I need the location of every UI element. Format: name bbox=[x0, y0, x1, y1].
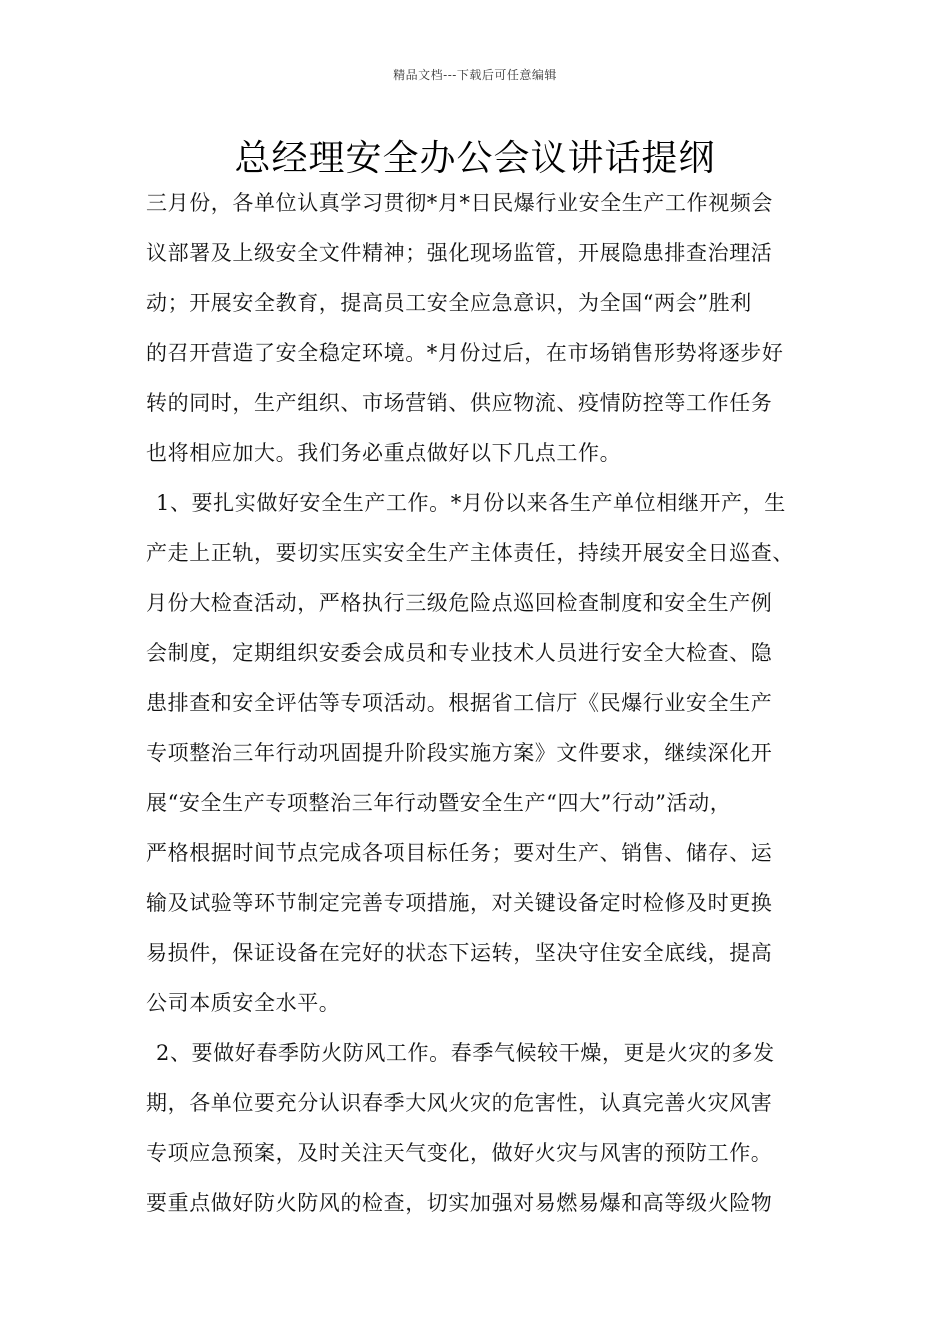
text-line: 专项整治三年行动巩固提升阶段实施方案》文件要求，继续深化开 bbox=[146, 741, 773, 765]
text-line: 也将相应加大。我们务必重点做好以下几点工作。 bbox=[146, 441, 622, 465]
text-line: 输及试验等环节制定完善专项措施，对关键设备定时检修及时更换 bbox=[146, 891, 773, 915]
text-line: 动；开展安全教育，提高员工安全应急意识，为全国“两会”胜利 bbox=[146, 291, 752, 315]
text-line: 月份大检查活动，严格执行三级危险点巡回检查制度和安全生产例 bbox=[146, 591, 773, 615]
document-title: 总经理安全办公会议讲话提纲 bbox=[234, 138, 716, 179]
text-line: 期，各单位要充分认识春季大风火灾的危害性，认真完善火灾风害 bbox=[146, 1091, 773, 1115]
text-line: 议部署及上级安全文件精神；强化现场监管，开展隐患排查治理活 bbox=[146, 241, 773, 265]
text-line: 三月份，各单位认真学习贯彻*月*日民爆行业安全生产工作视频会 bbox=[146, 191, 773, 215]
text-line: 易损件，保证设备在完好的状态下运转，坚决守住安全底线，提高 bbox=[146, 941, 773, 965]
text-line: 专项应急预案，及时关注天气变化，做好火灾与风害的预防工作。 bbox=[146, 1141, 773, 1165]
text-line: 公司本质安全水平。 bbox=[146, 991, 341, 1015]
text-line: 产走上正轨，要切实压实安全生产主体责任，持续开展安全日巡查、 bbox=[146, 541, 794, 565]
text-line: 的召开营造了安全稳定环境。*月份过后，在市场销售形势将逐步好 bbox=[146, 341, 784, 365]
section-1-first-line: 1、要扎实做好安全生产工作。*月份以来各生产单位相继开产，生 bbox=[156, 491, 786, 515]
page-header: 精品文档---下载后可任意编辑 bbox=[393, 68, 557, 82]
text-line: 展“安全生产专项整治三年行动暨安全生产“四大”行动”活动， bbox=[146, 791, 732, 815]
text-line: 转的同时，生产组织、市场营销、供应物流、疫情防控等工作任务 bbox=[146, 391, 773, 415]
text-line: 患排查和安全评估等专项活动。根据省工信厅《民爆行业安全生产 bbox=[146, 691, 773, 715]
text-line: 严格根据时间节点完成各项目标任务；要对生产、销售、储存、运 bbox=[146, 841, 773, 865]
section-2-first-line: 2、要做好春季防火防风工作。春季气候较干燥，更是火灾的多发 bbox=[156, 1041, 775, 1065]
text-line: 要重点做好防火防风的检查，切实加强对易燃易爆和高等级火险物 bbox=[146, 1191, 773, 1215]
text-line: 会制度，定期组织安委会成员和专业技术人员进行安全大检查、隐 bbox=[146, 641, 773, 665]
document-body bbox=[146, 178, 806, 1228]
